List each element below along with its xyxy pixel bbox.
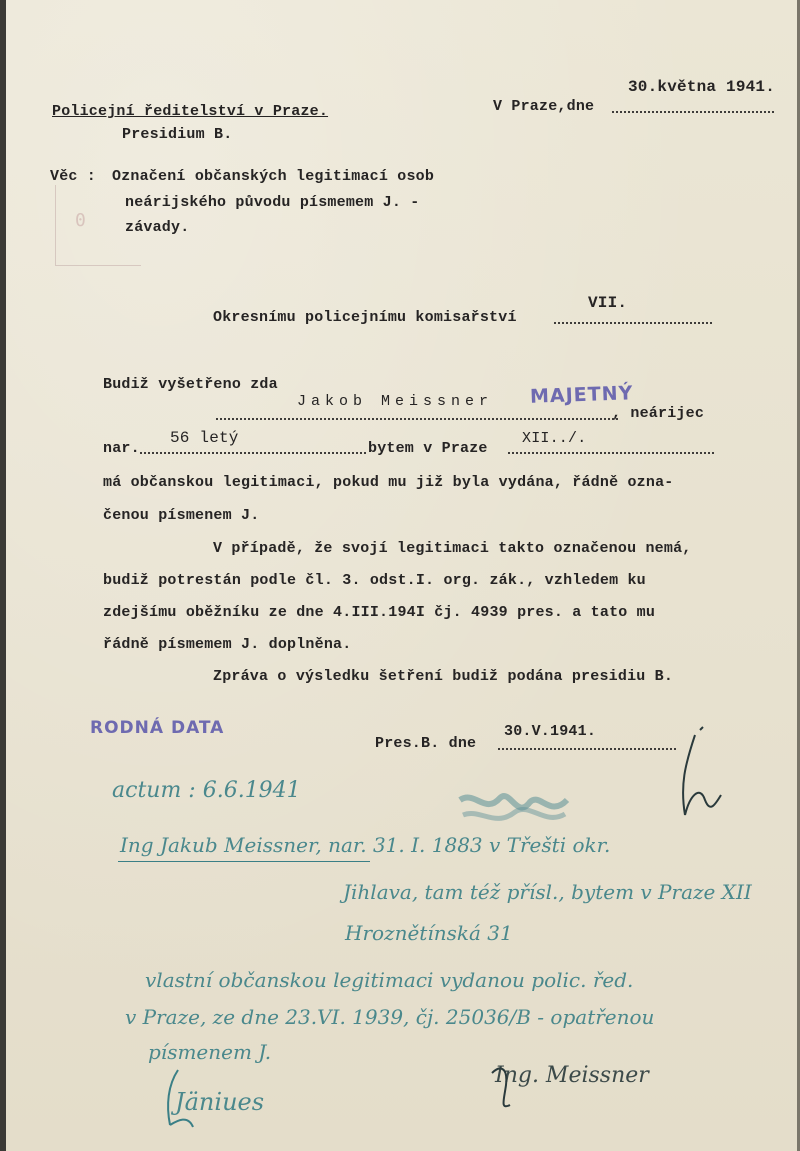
person-age: 56 letý — [170, 429, 239, 447]
footer-dotted-line — [498, 748, 676, 750]
subject-line-1: Označení občanských legitimací osob — [112, 168, 435, 185]
residence-label: bytem v Praze — [368, 440, 488, 457]
signature-right: Ing. Meissner — [495, 1063, 649, 1088]
subject-label: Věc : — [50, 168, 97, 185]
signature-left: Jäniues — [175, 1088, 265, 1116]
body-intro: Budiž vyšetřeno zda — [103, 376, 278, 393]
body-line-6: řádně písmemem J. doplněna. — [103, 636, 352, 653]
handwritten-line-5: v Praze, ze dne 23.VI. 1939, čj. 25036/B - opatřenou — [125, 1005, 655, 1029]
subject-line-2: neárijského původu písmemem J. - — [125, 194, 420, 211]
initials-scribble — [655, 725, 745, 835]
residence-district: XII../. — [522, 430, 587, 447]
faded-stamp-number: 0 — [75, 210, 86, 231]
body-line-4: budiž potrestán podle čl. 3. odst.I. org. zák., vzhledem ku — [103, 572, 646, 589]
handwritten-line-1: Ing Jakub Meissner, nar. 31. I. 1883 v Třešti okr. — [120, 833, 611, 857]
smudged-stamp-scribble — [455, 780, 575, 840]
body-line-7: Zpráva o výsledku šetření budiž podána presidiu B. — [213, 668, 674, 685]
handwritten-line-3: Hroznětínská 31 — [345, 921, 513, 945]
place-label: V Praze,dne — [493, 98, 595, 115]
subject-line-3: závady. — [125, 219, 190, 236]
name-dotted-line — [216, 418, 618, 420]
handwritten-underline — [118, 861, 370, 862]
header-date: 30.května 1941. — [628, 78, 776, 96]
footer-date: 30.V.1941. — [504, 723, 597, 740]
department-name: Presidium B. — [122, 126, 233, 143]
addressee-number: VII. — [588, 294, 628, 312]
authority-name: Policejní ředitelství v Praze. — [52, 103, 329, 120]
body-line-5: zdejšímu oběžníku ze dne 4.III.194I čj. 4939 pres. a tato mu — [103, 604, 656, 621]
handwritten-line-2: Jihlava, tam též přísl., bytem v Praze XII — [343, 880, 752, 904]
signature-left-flourish — [158, 1065, 218, 1135]
nar-label: nar. — [103, 440, 140, 457]
person-name: Jakob Meissner — [297, 393, 494, 410]
scan-edge-left — [0, 0, 6, 1151]
stamp-rodna-data: RODNÁ DATA — [90, 718, 225, 738]
age-dotted-line — [140, 452, 366, 454]
body-line-3: V případě, že svojí legitimaci takto označenou nemá, — [213, 540, 692, 557]
handwritten-actum: actum : 6.6.1941 — [112, 778, 301, 803]
residence-dotted-line — [508, 452, 714, 454]
body-line-2: čenou písmenem J. — [103, 507, 260, 524]
footer-label: Pres.B. dne — [375, 735, 477, 752]
date-dotted-line — [612, 111, 774, 113]
nearijec-text: , neárijec — [612, 405, 705, 422]
addressee-dotted-line — [554, 322, 712, 324]
handwritten-line-6: písmenem J. — [148, 1040, 272, 1064]
stamp-majetny: MAJETNÝ — [529, 382, 634, 408]
signature-right-flourish — [480, 1055, 660, 1115]
handwritten-line-4: vlastní občanskou legitimaci vydanou polic. řed. — [145, 968, 634, 992]
body-line-1: má občanskou legitimaci, pokud mu již byla vydána, řádně ozna- — [103, 474, 674, 491]
addressee-text: Okresnímu policejnímu komisařství — [213, 309, 517, 326]
